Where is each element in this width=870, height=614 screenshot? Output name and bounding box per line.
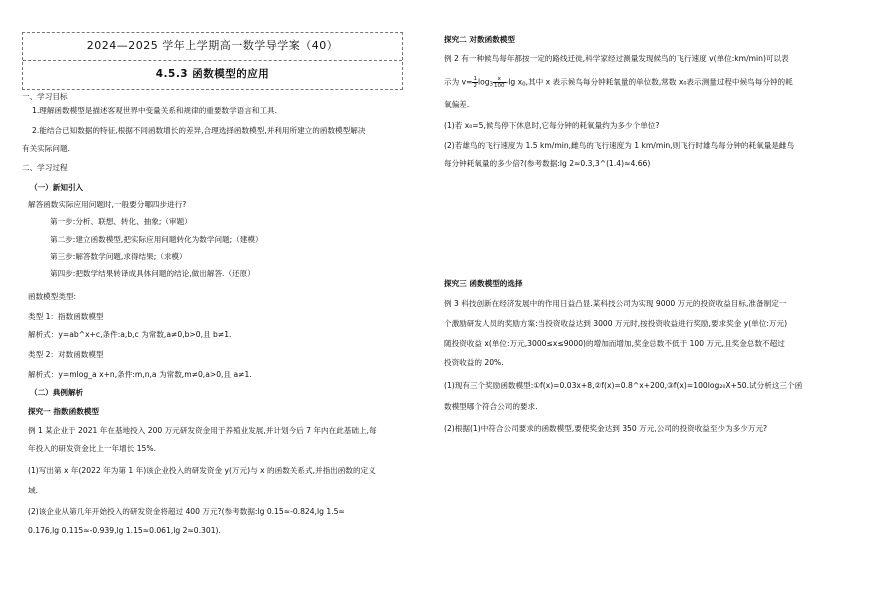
step-1: 第一步:分析、联想、转化、抽象;（审题） (50, 217, 192, 226)
formula-lg: -lg x (505, 77, 523, 87)
example-3-line-2: 个激励研发人员的奖励方案:当投资收益达到 3000 万元时,按投资收益进行奖励,要求奖金 y(单位:万元) (444, 319, 788, 328)
model-types-heading: 函数模型类型: (28, 292, 77, 301)
example-1-line-2: 年投入的研发资金比上一年增长 15%. (28, 444, 157, 453)
goal-2-line-1: 2.能结合已知数据的特征,根据不同函数增长的差异,合理选择函数模型,并利用所建立的函数模型解决 (32, 126, 366, 135)
example-2-line-3: 氧偏差. (444, 100, 470, 109)
step-4: 第四步:把数学结果转译成具体问题的结论,做出解答.（还原） (50, 269, 255, 278)
formula-fraction-x (493, 76, 506, 89)
example-1-q2-line-1: (2)该企业从第几年开始投入的研发资金将超过 400 万元?(参考数据:lg 0.15≈-0.824,lg 1.5≈ (28, 507, 345, 516)
explore-1-heading: 探究一 指数函数模型 (28, 407, 99, 416)
example-3-q1-line-1: (1)现有三个奖励函数模型:①f(x)=0.03x+8,②f(x)=0.8^x+200,③f(x)=100log₂₀X+50.试分析这三个函 (444, 381, 803, 390)
step-3: 第三步:解答数学问题,求得结果;（求模） (50, 252, 187, 261)
formula-lg-sub: 0 (522, 81, 526, 88)
formula-log-base: 3 (489, 81, 494, 88)
section-1-heading: 一、学习目标 (22, 92, 68, 101)
frac-num: x (493, 76, 506, 83)
example-1-line-1: 例 1 某企业于 2021 年在基地投入 200 万元研发资金用于养殖业发展,并计划今后 7 年内在此基础上,每 (28, 426, 377, 435)
example-3-q1-line-2: 数模型哪个符合公司的要求. (444, 402, 538, 411)
analysis-2: 解析式：y=mlog_a x+n,条件:m,n,a 为常数,m≠0,a>0,且 a≠1. (28, 370, 252, 379)
subsection-2-heading: （二）典例解析 (30, 388, 84, 397)
title-divider (23, 60, 402, 61)
example-1-q2-line-2: 0.176,lg 0.115≈-0.939,lg 1.15≈0.061,lg 2≈0.301). (28, 526, 221, 535)
subsection-1-heading: （一）新知引入 (30, 183, 84, 192)
explore-3-heading: 探究三 函数模型的选择 (444, 279, 523, 288)
doc-title: 2024—2025 学年上学期高一数学导学案（40） (86, 39, 339, 52)
example-3-line-1: 例 3 科技创新在经济发展中的作用日益凸显.某科技公司为实现 9000 万元的投资收益目标,准备制定一 (444, 299, 787, 308)
example-2-q2-line-2: 每分钟耗氧量的多少倍?(参考数据:lg 2≈0.3,3^(1.4)≈4.66) (444, 159, 651, 168)
example-1-q1-line-1: (1)写出第 x 年(2022 年为第 1 年)该企业投入的研发资金 y(万元)与 x 的函数关系式,并指出函数的定义 (28, 466, 376, 475)
formula-prefix: 示为 v= (444, 77, 473, 87)
example-3-q2: (2)根据(1)中符合公司要求的函数模型,要使奖金达到 350 万元,公司的投资收益至少为多少万元? (444, 424, 768, 433)
example-1-q1-line-2: 域. (28, 486, 39, 495)
intro-question: 解答函数实际应用问题时,一般要分哪四步进行? (28, 200, 187, 209)
section-2-heading: 二、学习过程 (22, 163, 68, 172)
example-2-q1: (1)若 x₀=5,候鸟停下休息时,它每分钟的耗氧量约为多少个单位? (444, 121, 660, 130)
formula-log: log (477, 77, 490, 87)
analysis-1: 解析式：y=ab^x+c,条件:a,b,c 为常数,a≠0,b>0,且 b≠1. (28, 330, 232, 339)
frac-den: 100 (494, 83, 505, 89)
example-2-line-1: 例 2 有一种候鸟每年都按一定的路线迁徙,科学家经过测量发现候鸟的飞行速度 v(单位:km/min)可以表 (444, 54, 789, 63)
explore-2-heading: 探究二 对数函数模型 (444, 35, 515, 44)
frac-den: 2 (473, 83, 477, 89)
formula-tail: ,其中 x 表示候鸟每分钟耗氧量的单位数,常数 x₀表示测量过程中候鸟每分钟的耗 (525, 77, 793, 87)
frac-num: 1 (473, 76, 477, 82)
goal-1: 1.理解函数模型是描述客观世界中变量关系和规律的重要数学语言和工具. (32, 106, 278, 115)
type-2: 类型 2：对数函数模型 (28, 350, 104, 359)
example-2-line-2 (444, 76, 793, 90)
doc-subtitle: 4.5.3 函数模型的应用 (155, 68, 270, 80)
example-3-line-4: 投资收益的 20%. (444, 358, 504, 367)
type-1: 类型 1：指数函数模型 (28, 312, 104, 321)
goal-2-line-2: 有关实际问题. (22, 144, 70, 153)
step-2: 第二步:建立函数模型,把实际应用问题转化为数学问题;（建模） (50, 235, 263, 244)
example-2-q2-line-1: (2)若雄鸟的飞行速度为 1.5 km/min,雌鸟的飞行速度为 1 km/min,则飞行时雄鸟每分钟的耗氧量是雌鸟 (444, 141, 795, 150)
example-3-line-3: 随投资收益 x(单位:万元,3000≤x≤9000)的增加而增加,奖金总数不低于 100 万元,且奖金总数不超过 (444, 339, 785, 348)
